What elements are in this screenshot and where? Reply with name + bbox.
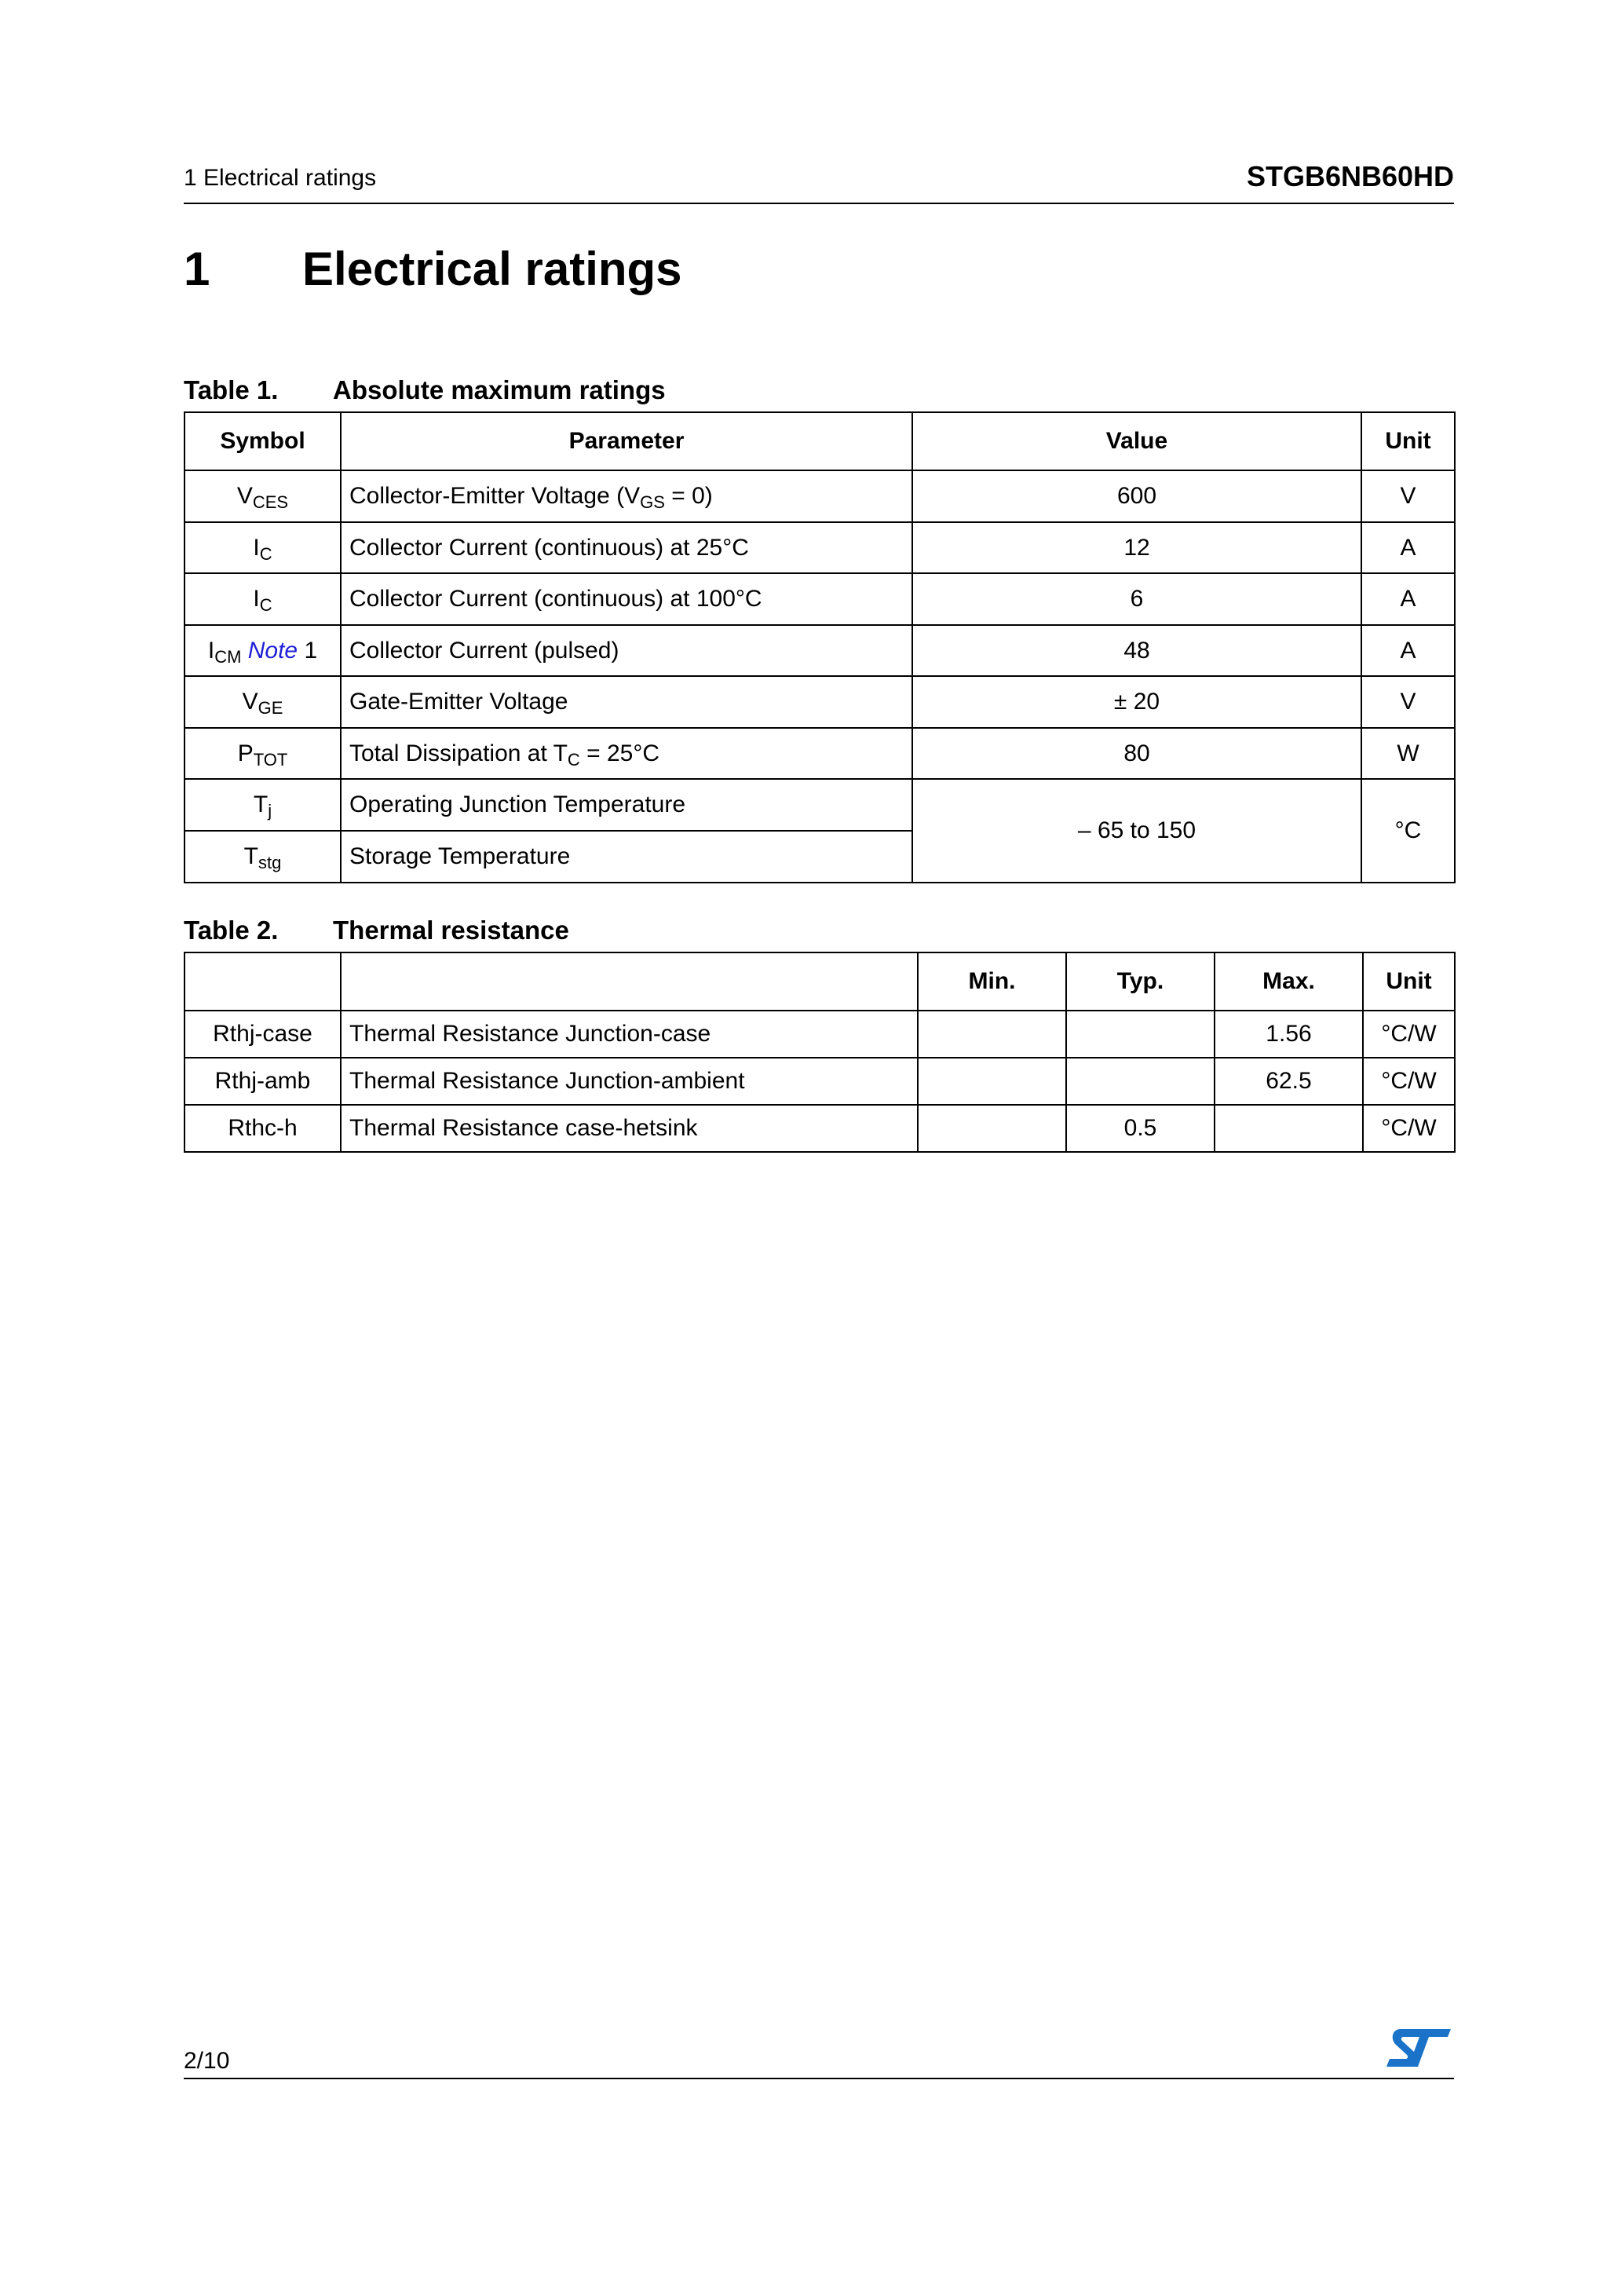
unit-cell: W [1361,728,1455,779]
table2-title: Thermal resistance [333,916,569,945]
table-row [184,1011,1455,1058]
table-row [184,522,1455,573]
table1-label: Table 1. [184,375,279,404]
symbol-cell: Rthj-amb [184,1058,341,1105]
table-row [184,573,1455,625]
parameter-cell: Collector Current (continuous) at 25°C [341,522,912,573]
col-header-value: Value [912,412,1361,470]
table-row [184,676,1455,728]
unit-cell: A [1361,522,1455,573]
typ-cell: 0.5 [1066,1105,1215,1152]
parameter-cell: Thermal Resistance Junction-ambient [341,1058,918,1105]
footer-rule [184,2078,1454,2079]
max-cell [1215,1105,1363,1152]
table-row [184,1058,1455,1105]
col-header-unit: Unit [1363,952,1455,1011]
parameter-cell: Collector Current (continuous) at 100°C [341,573,912,625]
symbol-cell: $I_{CM}$ Note 1 [184,625,341,676]
value-cell: 12 [912,522,1361,573]
symbol-cell: $I_C$ [184,573,341,625]
table1-title: Absolute maximum ratings [333,375,666,404]
st-logo-icon [1385,2027,1452,2068]
symbol-cell: Rthj-case [184,1011,341,1058]
col-header-symbol: Symbol [184,412,341,470]
table-header-row [184,412,1455,470]
parameter-cell: Collector-Emitter Voltage $(V_{GS} = 0)$ [341,470,912,522]
unit-cell: °C/W [1363,1011,1455,1058]
parameter-cell: Thermal Resistance case-hetsink [341,1105,918,1152]
symbol-cell: $T_{stg}$ [184,831,341,883]
table-row [184,779,1455,831]
parameter-cell: Gate-Emitter Voltage [341,676,912,728]
value-cell: 80 [912,728,1361,779]
note-1-link[interactable]: Note [247,637,298,664]
col-header-typ: Typ. [1066,952,1215,1011]
min-cell [918,1011,1066,1058]
symbol-cell: $I_C$ [184,522,341,573]
col-header-min: Min. [918,952,1066,1011]
parameter-cell: Operating Junction Temperature [341,779,912,831]
value-cell: 6 [912,573,1361,625]
table2-caption [184,916,569,945]
unit-cell-merged: °C [1361,779,1455,883]
value-cell: ± 20 [912,676,1361,728]
min-cell [918,1058,1066,1105]
section-title: Electrical ratings [302,243,682,295]
parameter-cell: Storage Temperature [341,831,912,883]
col-header-unit: Unit [1361,412,1455,470]
running-header-section: 1 Electrical ratings [184,165,377,191]
table2-label: Table 2. [184,916,279,945]
min-cell [918,1105,1066,1152]
table-row [184,470,1455,522]
table-header-row [184,952,1455,1011]
page-number: 2/10 [184,2048,230,2074]
parameter-cell: Total Dissipation at $T_C = 25^\circ C$ [341,728,912,779]
max-cell: 62.5 [1215,1058,1363,1105]
symbol-cell: $P_{TOT}$ [184,728,341,779]
table-row [184,1105,1455,1152]
value-cell: 600 [912,470,1361,522]
typ-cell [1066,1058,1215,1105]
parameter-cell: Collector Current (pulsed) [341,625,912,676]
table-row [184,728,1455,779]
symbol-cell: Rthc-h [184,1105,341,1152]
section-number: 1 [184,243,210,295]
symbol-cell: $T_j$ [184,779,341,831]
col-header-symbol [184,952,341,1011]
unit-cell: A [1361,625,1455,676]
symbol-cell: $V_{GE}$ [184,676,341,728]
table1-caption [184,375,666,405]
unit-cell: A [1361,573,1455,625]
unit-cell: °C/W [1363,1058,1455,1105]
col-header-parameter: Parameter [341,412,912,470]
parameter-cell: Thermal Resistance Junction-case [341,1011,918,1058]
unit-cell: V [1361,470,1455,522]
typ-cell [1066,1011,1215,1058]
header-rule [184,203,1454,204]
col-header-parameter [341,952,918,1011]
unit-cell: °C/W [1363,1105,1455,1152]
thermal-resistance-table [184,952,1456,1153]
symbol-cell: $V_{CES}$ [184,470,341,522]
running-header-part-number: STGB6NB60HD [1246,160,1454,192]
table-row [184,625,1455,676]
unit-cell: V [1361,676,1455,728]
value-cell-merged: – 65 to 150 [912,779,1361,883]
col-header-max: Max. [1215,952,1363,1011]
max-cell: 1.56 [1215,1011,1363,1058]
absolute-maximum-ratings-table [184,411,1456,883]
value-cell: 48 [912,625,1361,676]
